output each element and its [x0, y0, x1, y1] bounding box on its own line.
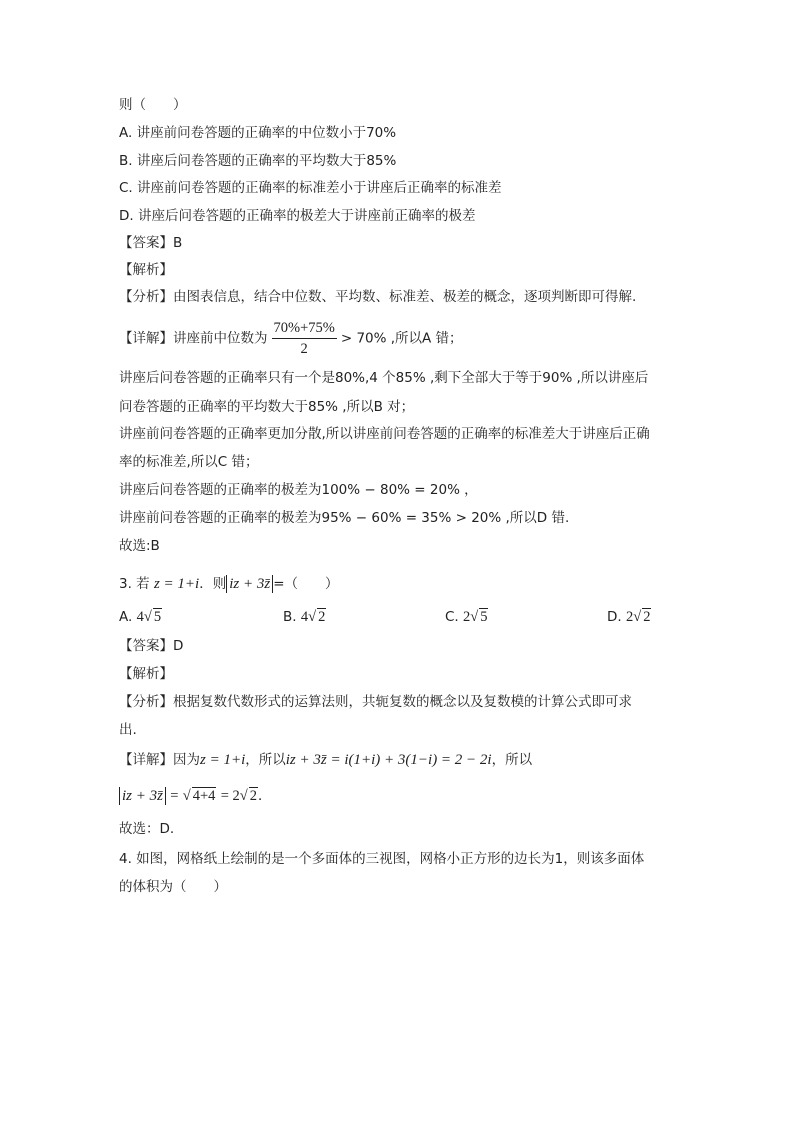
q2-fraction-denominator: 2 — [300, 341, 308, 357]
q3-modulus-line — [119, 786, 271, 806]
q4-stem-line2: 的体积为（ ） — [119, 879, 227, 895]
q2-para4-line2: 讲座前问卷答题的正确率的极差为95% − 60% = 35% > 20% ,所以D 错. — [119, 510, 570, 526]
q2-option-b: B. 讲座后问卷答题的正确率的平均数大于85% — [119, 153, 397, 169]
q3-modulus-sqrt-sign: √ — [182, 788, 191, 804]
q2-para3-line1: 讲座前问卷答题的正确率更加分散,所以讲座前问卷答题的正确率的标准差大于讲座后正确 — [119, 426, 650, 442]
q3-option-a — [119, 607, 162, 627]
q3-analysis-line2: 出. — [119, 722, 137, 738]
q2-para3-line2: 率的标准差,所以C 错； — [119, 454, 259, 470]
q2-analysis: 【分析】由图表信息，结合中位数、平均数、标准差、极差的概念，逐项判断即可得解. — [119, 289, 637, 305]
q2-jiexi-label: 【解析】 — [119, 262, 173, 278]
q4-stem-line1: 4. 如图，网格纸上绘制的是一个多面体的三视图，网格小正方形的边长为1，则该多面体 — [119, 851, 645, 867]
q3-option-b-coef: 4 — [300, 609, 309, 625]
q3-option-c-radicand: 5 — [480, 609, 488, 625]
q3-option-c-coef: 2 — [463, 609, 471, 625]
q3-option-d-coef: 2 — [625, 609, 634, 625]
q3-answer: 【答案】D — [119, 638, 184, 654]
q3-detail-suffix: ，所以 — [491, 752, 533, 768]
q3-stem-prefix: 3. 若 — [119, 576, 150, 592]
q3-modulus-end: ． — [257, 788, 272, 804]
q3-option-a-coef: 4 — [136, 609, 144, 625]
q3-detail-mid: ，所以 — [245, 752, 286, 768]
q3-option-d-radicand: 2 — [643, 609, 651, 625]
q3-option-d — [607, 607, 651, 627]
q3-option-c — [445, 607, 488, 627]
q2-para2-line1: 讲座后问卷答题的正确率只有一个是80%,4 个85% ,剩下全部大于等于90% ,所以讲座后 — [119, 370, 649, 386]
q3-option-d-sqrt-sign: √ — [633, 609, 642, 625]
q3-detail-prefix: 【详解】因为 — [119, 752, 200, 768]
q3-modulus-eq: = — [170, 788, 179, 804]
q2-option-d: D. 讲座后问卷答题的正确率的极差大于讲座前正确率的极差 — [119, 208, 476, 224]
q3-option-d-letter: D. — [607, 609, 622, 625]
q2-fraction-numerator: 70%+75% — [272, 318, 337, 339]
q3-analysis-line1: 【分析】根据复数代数形式的运算法则，共轭复数的概念以及复数模的计算公式即可求 — [119, 694, 632, 710]
q3-option-a-radicand: 5 — [153, 609, 162, 625]
q3-option-c-sqrt-sign: √ — [470, 609, 479, 625]
q3-stem — [119, 574, 339, 594]
q3-option-b-sqrt-sign: √ — [308, 609, 317, 625]
q3-stem-z: z = 1+i — [153, 576, 200, 592]
q3-modulus-radicand: 4+4 — [192, 788, 216, 804]
q3-option-b — [283, 607, 326, 627]
q3-modulus-result-radicand: 2 — [249, 788, 257, 804]
q2-option-a: A. 讲座前问卷答题的正确率的中位数小于70% — [119, 125, 397, 141]
q3-stem-mid: ．则 — [199, 576, 227, 592]
q3-modulus-abs: iz + 3z̄ — [119, 787, 166, 805]
q2-detail-suffix: > 70% ,所以A 错； — [340, 330, 463, 347]
q3-detail-line — [119, 750, 532, 770]
q3-option-a-letter: A. — [119, 609, 133, 625]
q3-jiexi-label: 【解析】 — [119, 666, 173, 682]
q2-detail-line — [119, 318, 463, 359]
q2-para4-line1: 讲座后问卷答题的正确率的极差为100% − 80% = 20% ， — [119, 482, 478, 498]
q2-stem-tail: 则（ ） — [119, 97, 187, 113]
q3-option-b-letter: B. — [283, 609, 297, 625]
q2-median-fraction — [272, 318, 337, 359]
q3-stem-suffix: =（ ） — [273, 576, 339, 592]
q3-detail-expr: iz + 3z̄ = i(1+i) + 3(1−i) = 2 − 2i — [285, 752, 492, 768]
q3-choose: 故选：D. — [119, 821, 175, 837]
q3-modulus-result: = 2 — [220, 788, 240, 804]
q3-detail-z: z = 1+i — [200, 752, 246, 768]
q2-option-c: C. 讲座前问卷答题的正确率的标准差小于讲座后正确率的标准差 — [119, 180, 502, 196]
q3-option-a-sqrt-sign: √ — [143, 609, 152, 625]
q2-answer: 【答案】B — [119, 235, 183, 251]
q2-detail-prefix: 【详解】讲座前中位数为 — [119, 330, 268, 347]
q3-modulus-result-sqrt-sign: √ — [239, 788, 248, 804]
q3-stem-abs: iz + 3z̄ — [226, 575, 273, 593]
q2-para2-line2: 问卷答题的正确率的平均数大于85% ,所以B 对； — [119, 399, 415, 415]
q3-option-c-letter: C. — [445, 609, 459, 625]
q2-choose: 故选:B — [119, 538, 160, 554]
q3-option-b-radicand: 2 — [318, 609, 326, 625]
